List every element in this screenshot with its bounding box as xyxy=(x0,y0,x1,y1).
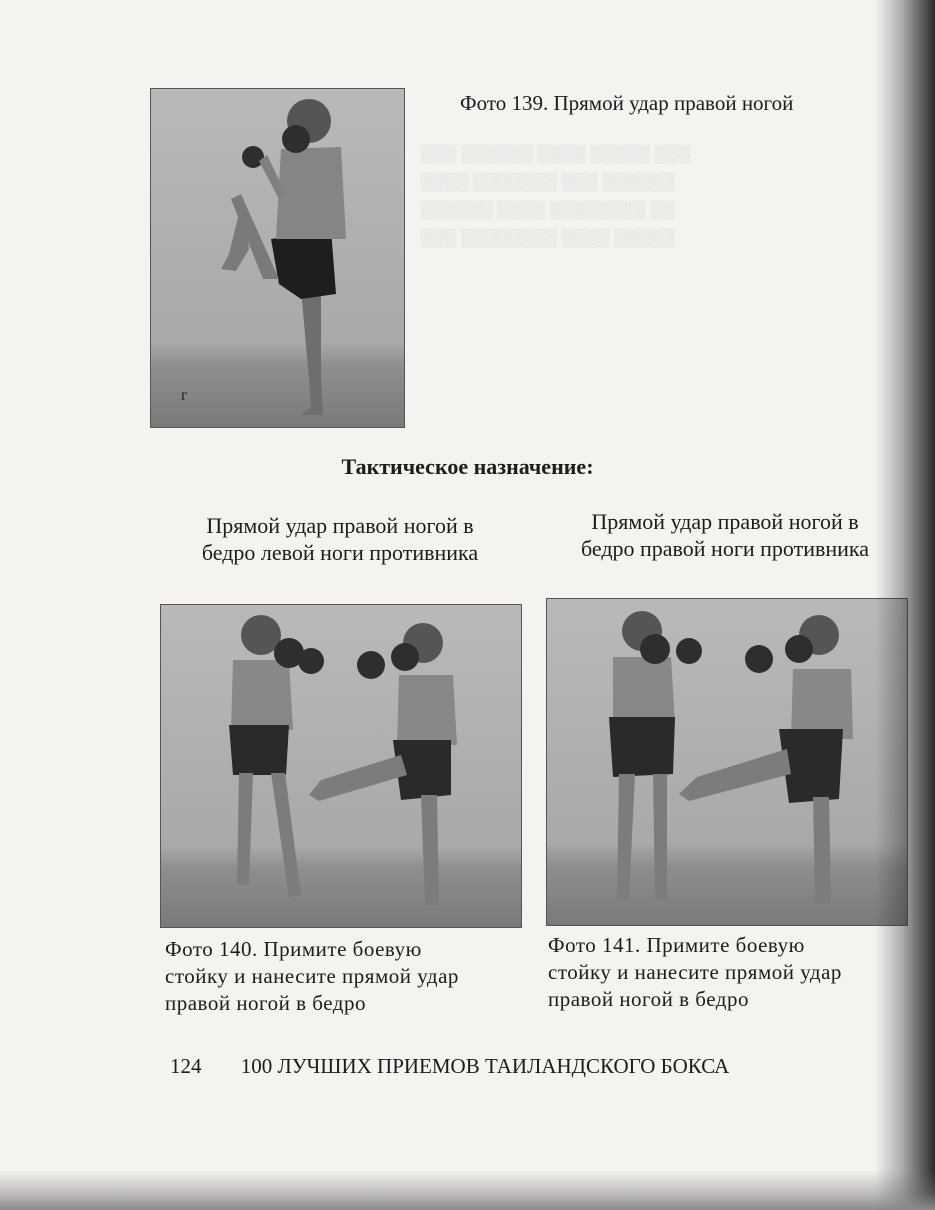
running-title: 100 ЛУЧШИХ ПРИЕМОВ ТАИЛАНДСКОГО БОКСА xyxy=(240,1054,730,1078)
bleed-through-text: ░░░ ░░░░░░ ░░░░ ░░░░░ ░░░ ░░░░ ░░░░░░░ ░░░ ░░░░░░ ░░░░░░ ░░░░ ░░░░░░░░ ░░ ░░░ ░░░░░░░░ ░░░░ ░░░░░ xyxy=(420,144,690,247)
tactic-left-line: Прямой удар правой ногой в xyxy=(206,513,474,538)
page-binding-shadow xyxy=(875,0,935,1210)
tactic-right-line: бедро правой ноги противника xyxy=(580,536,870,561)
tactical-purpose-heading: Тактическое назначение: xyxy=(341,454,594,479)
photo-140 xyxy=(160,604,522,928)
tactic-left-text xyxy=(165,512,515,566)
two-fighters-kick-illustration xyxy=(547,599,907,925)
page-footer xyxy=(170,1054,729,1079)
caption-line: Фото 141. Примите боевую xyxy=(548,933,805,957)
caption-line: Фото 140. Примите боевую xyxy=(165,937,422,961)
photo-141 xyxy=(546,598,908,926)
two-fighters-kick-illustration xyxy=(161,605,521,927)
page-bottom-shadow xyxy=(0,1170,935,1210)
tactic-left-line: бедро левой ноги противника xyxy=(201,540,479,565)
photo-letter: г xyxy=(181,387,188,404)
tactic-right-line: Прямой удар правой ногой в xyxy=(591,509,859,534)
caption-line: правой ногой в бедро xyxy=(165,991,366,1015)
caption-line: правой ногой в бедро xyxy=(548,987,749,1011)
photo-141-caption xyxy=(548,932,903,1013)
photo-140-caption xyxy=(165,936,530,1017)
photo-139 xyxy=(150,88,405,428)
caption-line: стойку и нанесите прямой удар xyxy=(165,964,459,988)
fighter-knee-raise-illustration xyxy=(151,89,404,427)
photo-139-caption: Фото 139. Прямой удар правой ногой xyxy=(460,91,794,115)
caption-line: стойку и нанесите прямой удар xyxy=(548,960,842,984)
page-number: 124 xyxy=(170,1054,202,1078)
tactic-right-text xyxy=(545,508,905,562)
